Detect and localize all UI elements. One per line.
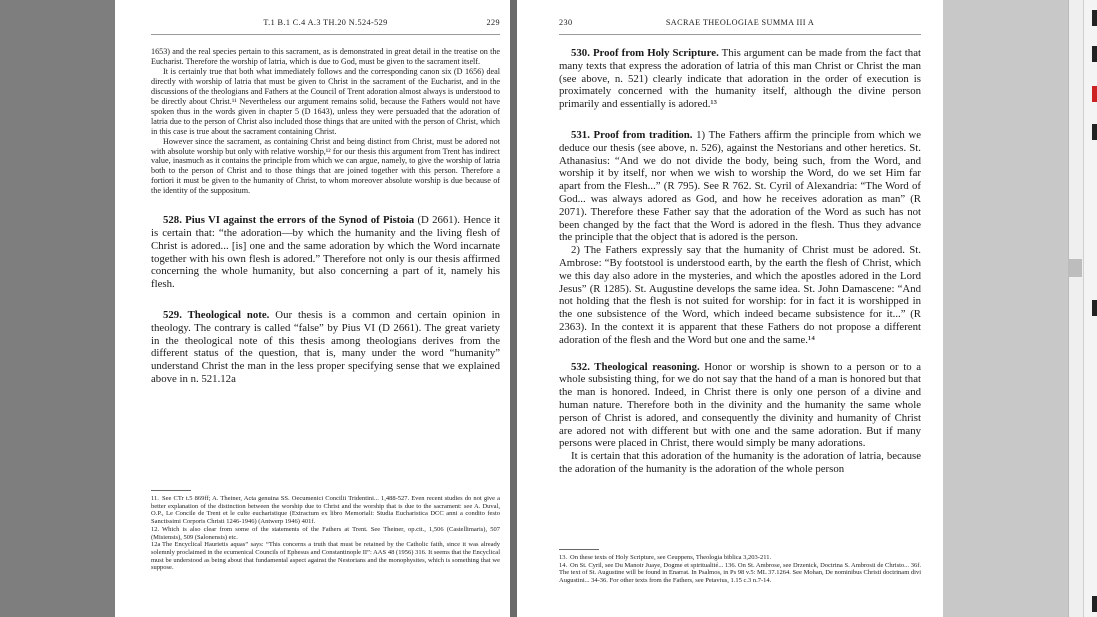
edge-marker-icon [1092, 124, 1097, 140]
section-text: Our thesis is a common and certain opinion in theology. The contrary is called “false” by Pius VI (D 2661). The great variety in the theological note of this thesis among theologians derives from the different status of the question, that is, many under the word “humanity” understand Christ the man in the less proper specifying sense that we explained above in n. 521.12a [151, 309, 500, 386]
edge-marker-icon [1092, 596, 1097, 612]
section-529 [151, 309, 500, 386]
paragraph-continued: 1653) and the real species pertain to this sacrament, as is demonstrated in great detail in the treatise on the Eucharist. Therefore the worship of latria, which is due to God, must be given to the sacrament itself. [151, 47, 500, 66]
section-text: This argument can be made from the fact that many texts that express the adoration of latria of this man Christ or Christ the man (see above, n. 521) clearly indicate that adoration in the order of execution is proximately concerned with the humanity itself, although the divine person primarily and essentially is adored.¹³ [559, 47, 921, 111]
footnote: 13. On these texts of Holy Scripture, see Ceuppens, Theologia biblica 3,203-211. [559, 554, 772, 561]
paragraph: It is certainly true that both what immediately follows and the corresponding canon six (D 1656) deal directly with worship of latria that must be given to Christ in the sacrament of the Eucharist, and in the discussions of the theologians and Fathers at the Council of Trent adoration almost always is understood to be directly about Christ.¹¹ Nevertheless our argument remains solid, because the Fathers would not have spoken thus in the words given in chapter 5 (D 1643), unless they were persuaded that the adoration of latria due to the person of Christ also included those things that are united with the person of Christ, which in this case is true about the sacrament containing Christ. [151, 66, 500, 136]
side-panel [943, 0, 1068, 617]
footnotes [151, 490, 500, 617]
section-heading: 529. Theological note. [163, 309, 270, 322]
running-head-title: T.1 B.1 C.4 A.3 TH.20 N.524-529 [263, 18, 388, 27]
section-530 [559, 47, 921, 111]
section-528 [151, 214, 500, 291]
section-heading: 532. Theological reasoning. [571, 360, 700, 373]
scrollbar-thumb[interactable] [1069, 259, 1082, 277]
left-page [115, 0, 510, 617]
section-text: 1) The Fathers affirm the principle from which we deduce our thesis (see above, n. 526), against the Nestorians and other heretics. St. Athanasius: “And we do not divide the body, being such, from the Word, and worship it by itself, nor when we wish to worship the Word, do we set Him far apart from the Flesh...” (R 795). See R 762. St. Cyril of Alexandria: “The Word of God... was always adored as God, and how he receives adoration as man” (R 2071). Therefore these Father say that the adoration of the Word as such has not been changed by the fact that the Word is adored in the flesh. Thus they advance the principle that the object that is adored is the person. [559, 128, 921, 244]
section-heading: 530. Proof from Holy Scripture. [571, 47, 719, 59]
edge-marker-icon [1092, 10, 1097, 26]
page-number: 229 [486, 18, 500, 27]
edge-marker-icon [1092, 46, 1097, 62]
edge-marker-icon [1092, 300, 1097, 316]
footnote: 12a The Encyclical Haurietis aquas” says: “This concerns a truth that must be retained by the Catholic faith, since it was already solemnly proclaimed in the ecumenical Councils of Ephesus and Constantinople II”: AAS 48 (1956) 316. It seems that the Encyclical must be understood as being about that fundamental aspect against the Nestorians and the monophysites, which is something that we suppose. [151, 541, 500, 572]
edge-marker-icon [1092, 86, 1097, 102]
section-531 [559, 129, 921, 244]
section-heading: 528. Pius VI against the errors of the Synod of Pistoia [163, 214, 415, 227]
footnote: 14. On St. Cyril, see Du Manoir Juaye, Dogme et spiritualité... 136. On St. Ambrose, see Drzenick, Doctrina S. Ambrosii de Christo... 36f. The text of St. Augustine will be found in Enarrat. In Psalmos, in Ps 98 v.5: ML 37.1264. See Mohan, De nominibus Christi doctrinam divi Augustini... 34-36. For other texts from the Fathers, see Petavius, 1.15 c.3 n.7-14. [559, 561, 921, 585]
right-page [517, 0, 943, 617]
paragraph: However since the sacrament, as containing Christ and being distinct from Christ, must be adored not with absolute worship but only with relative worship,¹² for our thesis this argument from Trent has indirect value, inasmuch as it contains the principle from which we can argue, namely, to give the worship of latria both to the person of Christ and to those things that are joined together with this person. Therefore a fortiori it must be given to the humanity of Christ, to whom moreover absolute worship is due because of the identity of the suppositum. [151, 136, 500, 196]
section-heading: 531. Proof from tradition. [571, 128, 693, 141]
footnote: 12. Which is also clear from some of the statements of the Fathers at Trent. See Theiner, op.cit., 1,506 (Castellimaris), 507 (Misiensis), 509 (Salonensis) etc. [151, 525, 500, 541]
section-text: Honor or worship is shown to a person or to a whole subsisting thing, for we do not say that the hand of a man is honored but that the man is honored. Indeed, in Christ there is only one person of a divine and human nature. Therefore both in the divinity and the humanity the same whole person of Christ is adored, and consequently the divinity and humanity of Christ are adored not with different but with one and the same adoration. But if many persons were placed in Christ, there would simply be many adorations. [559, 360, 921, 450]
paragraph: It is certain that this adoration of the humanity is the adoration of latria, because the adoration of the humanity is the adoration of the whole person [559, 450, 921, 475]
vertical-scrollbar[interactable] [1068, 0, 1084, 617]
page-number: 230 [559, 18, 573, 27]
book-gutter [510, 0, 517, 617]
section-text: (D 2661). Hence it is certain that: “the adoration—by which the humanity and the living flesh of Christ is adored... [is] one and the same adoration by which the Word incarnate together with his own flesh is adored.” Therefore not only is our thesis affirmed concerning the whole humanity, but also concerning a part of it, namely his flesh. [151, 214, 500, 291]
footnote: 11. See CTr t.5 869ff; A. Theiner, Acta genuina SS. Oecumenici Concilii Tridentini... 1,488-527. Even recent studies do not give a better explanation of the distinction between the worship due to Christ and the worship that is due to the sacrament: see A. Duval, O.P., Le Concile de Trent et le culte eucharistique (Extractum ex libro Memoriali: Studia Eucharistica DCC anni a condito festo Sanctissimi Corporis Christi 1246-1946) (Antwerp 1946) 401f. [151, 495, 500, 526]
running-head [151, 16, 500, 35]
running-head-title: SACRAE THEOLOGIAE SUMMA III A [665, 18, 815, 27]
paragraph: 2) The Fathers expressly say that the humanity of Christ must be adored. St. Ambrose: “By footstool is understood earth, by the earth the flesh of Christ, which we this day also adore in the mysteries, and which the apostles adored in the Lord Jesus” (R 1285). St. Augustine develops the same idea. St. John Damascene: “And not holding that the flesh is not suited for worship: for in fact it is worshipped in the one subsistence of the Word, which indeed became subsistence for it...” (R 2363). In the context it is apparent that these Fathers do not propose a different adoration of the flesh and the Word but one and the same.¹⁴ [559, 244, 921, 346]
section-532 [559, 361, 921, 451]
footnotes [559, 549, 921, 617]
running-head [559, 16, 921, 35]
